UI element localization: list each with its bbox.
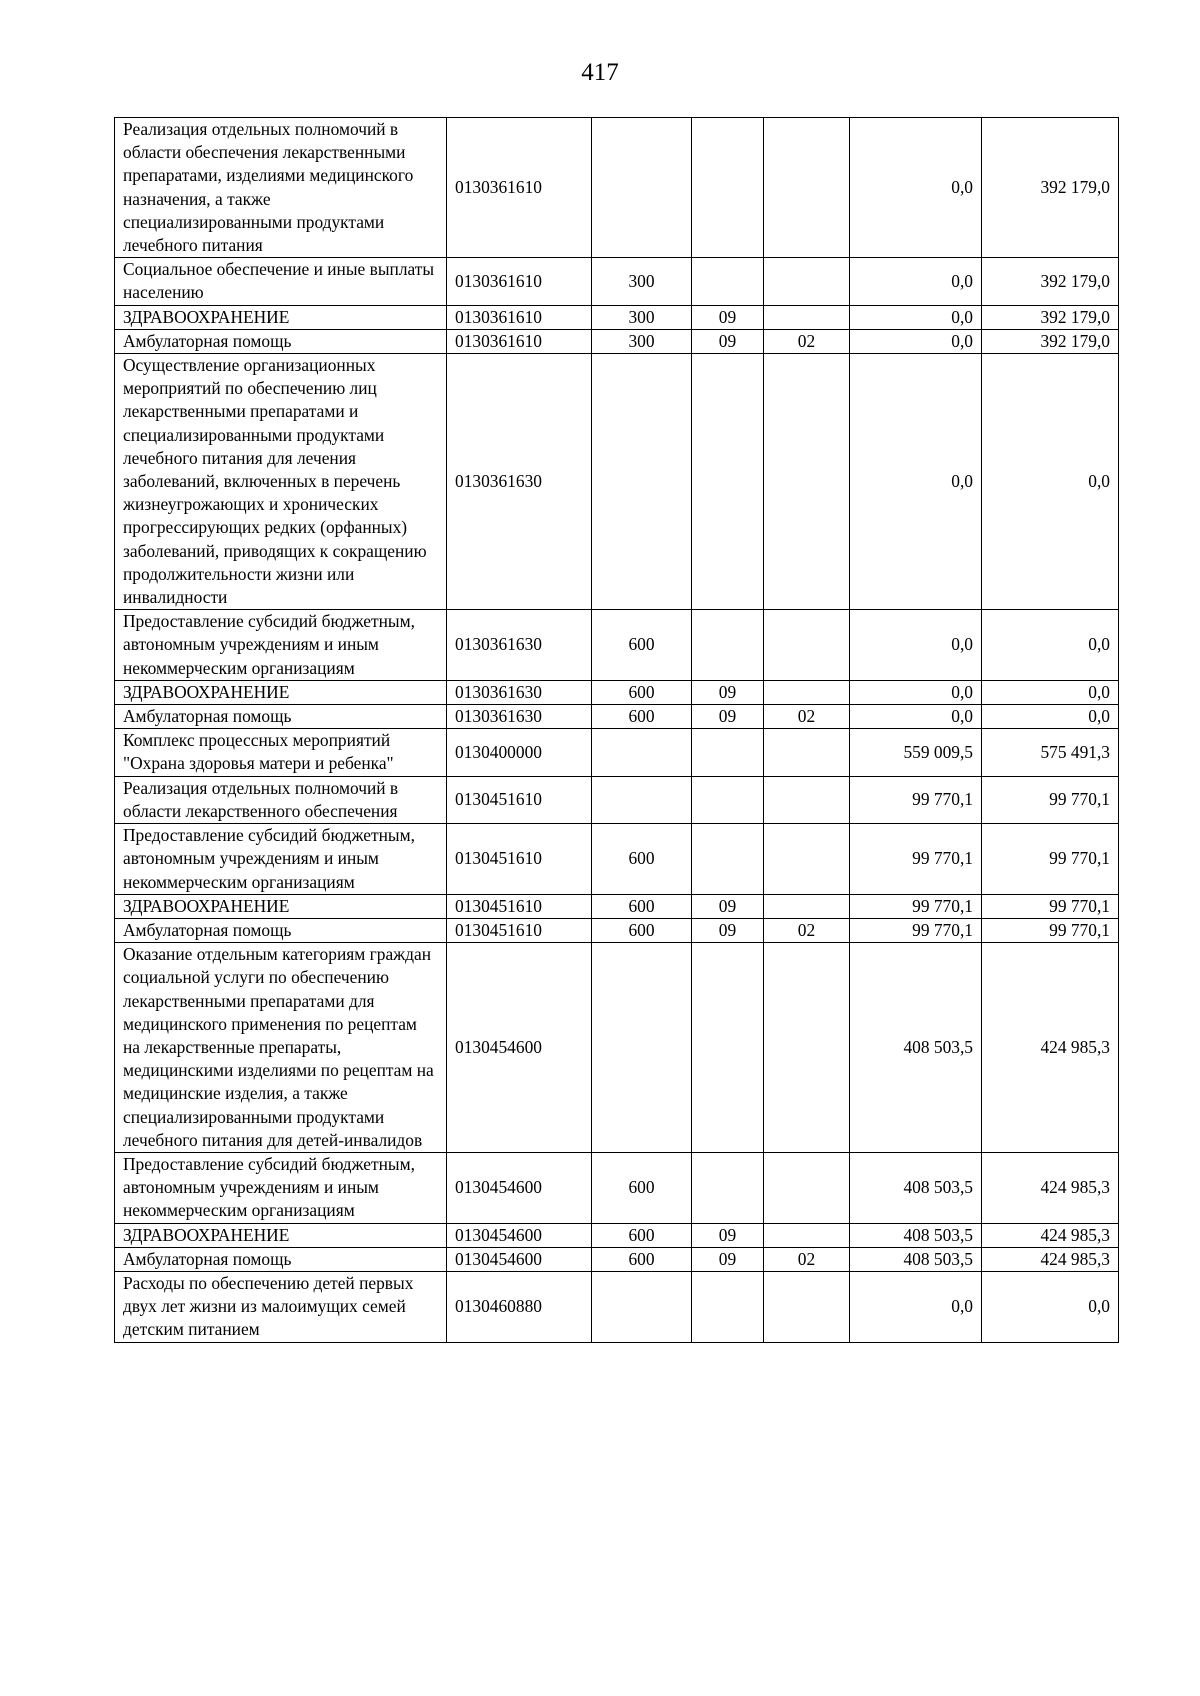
subsection-code (764, 1223, 850, 1247)
amount-year-1: 0,0 (850, 610, 982, 681)
expense-type-code: 600 (592, 894, 692, 918)
amount-year-1: 408 503,5 (850, 1223, 982, 1247)
item-name: Предоставление субсидий бюджетным, автономным учреждениям и иным некоммерческим организациям (115, 824, 447, 895)
item-name: Оказание отдельным категориям граждан социальной услуги по обеспечению лекарственными препаратами для медицинского применения по рецептам на лекарственные препараты, медицинскими изделиями по рецептам на медицинские изделия, а также специализированными продуктами лечебного питания для детей-инвалидов (115, 943, 447, 1153)
target-article-code: 0130451610 (447, 824, 592, 895)
expense-type-code: 600 (592, 680, 692, 704)
item-name: Предоставление субсидий бюджетным, автономным учреждениям и иным некоммерческим организациям (115, 610, 447, 681)
target-article-code: 0130361630 (447, 705, 592, 729)
amount-year-2: 424 985,3 (982, 1223, 1119, 1247)
item-name: Амбулаторная помощь (115, 1247, 447, 1271)
table-row (115, 776, 1119, 823)
table-row (115, 824, 1119, 895)
section-code (692, 776, 764, 823)
item-name: Реализация отдельных полномочий в области обеспечения лекарственными препаратами, изделиями медицинского назначения, а также специализированными продуктами лечебного питания (115, 118, 447, 258)
section-code (692, 118, 764, 258)
amount-year-1: 408 503,5 (850, 1152, 982, 1223)
section-code: 09 (692, 680, 764, 704)
target-article-code: 0130361610 (447, 305, 592, 329)
section-code: 09 (692, 329, 764, 353)
target-article-code: 0130400000 (447, 729, 592, 776)
budget-table (114, 117, 1119, 1343)
expense-type-code (592, 1271, 692, 1342)
section-code (692, 729, 764, 776)
table-row (115, 305, 1119, 329)
table-row (115, 354, 1119, 610)
subsection-code (764, 680, 850, 704)
subsection-code (764, 943, 850, 1153)
amount-year-2: 392 179,0 (982, 305, 1119, 329)
subsection-code (764, 610, 850, 681)
table-row (115, 258, 1119, 305)
expense-type-code: 600 (592, 610, 692, 681)
expense-type-code (592, 943, 692, 1153)
item-name: Расходы по обеспечению детей первых двух лет жизни из малоимущих семей детским питанием (115, 1271, 447, 1342)
amount-year-2: 99 770,1 (982, 918, 1119, 942)
section-code: 09 (692, 1247, 764, 1271)
subsection-code: 02 (764, 705, 850, 729)
amount-year-2: 0,0 (982, 610, 1119, 681)
subsection-code (764, 824, 850, 895)
amount-year-1: 99 770,1 (850, 824, 982, 895)
target-article-code: 0130361630 (447, 354, 592, 610)
table-row (115, 1247, 1119, 1271)
amount-year-1: 0,0 (850, 258, 982, 305)
subsection-code (764, 258, 850, 305)
section-code: 09 (692, 1223, 764, 1247)
section-code (692, 824, 764, 895)
target-article-code: 0130361630 (447, 610, 592, 681)
section-code: 09 (692, 305, 764, 329)
table-row (115, 705, 1119, 729)
item-name: ЗДРАВООХРАНЕНИЕ (115, 894, 447, 918)
amount-year-1: 0,0 (850, 680, 982, 704)
amount-year-2: 99 770,1 (982, 824, 1119, 895)
target-article-code: 0130361610 (447, 258, 592, 305)
expense-type-code (592, 354, 692, 610)
amount-year-1: 0,0 (850, 329, 982, 353)
item-name: Амбулаторная помощь (115, 329, 447, 353)
subsection-code (764, 1152, 850, 1223)
amount-year-1: 408 503,5 (850, 943, 982, 1153)
budget-table-body (115, 118, 1119, 1343)
table-row (115, 118, 1119, 258)
amount-year-2: 392 179,0 (982, 118, 1119, 258)
item-name: Амбулаторная помощь (115, 918, 447, 942)
item-name: Комплекс процессных мероприятий "Охрана здоровья матери и ребенка" (115, 729, 447, 776)
amount-year-2: 0,0 (982, 705, 1119, 729)
amount-year-2: 424 985,3 (982, 943, 1119, 1153)
section-code: 09 (692, 705, 764, 729)
expense-type-code: 300 (592, 305, 692, 329)
subsection-code: 02 (764, 329, 850, 353)
item-name: ЗДРАВООХРАНЕНИЕ (115, 1223, 447, 1247)
subsection-code: 02 (764, 918, 850, 942)
amount-year-2: 99 770,1 (982, 894, 1119, 918)
target-article-code: 0130451610 (447, 776, 592, 823)
target-article-code: 0130451610 (447, 894, 592, 918)
section-code (692, 1152, 764, 1223)
item-name: ЗДРАВООХРАНЕНИЕ (115, 305, 447, 329)
subsection-code (764, 305, 850, 329)
item-name: ЗДРАВООХРАНЕНИЕ (115, 680, 447, 704)
expense-type-code: 300 (592, 329, 692, 353)
target-article-code: 0130454600 (447, 1247, 592, 1271)
expense-type-code: 600 (592, 824, 692, 895)
expense-type-code: 600 (592, 1247, 692, 1271)
target-article-code: 0130454600 (447, 1223, 592, 1247)
amount-year-1: 99 770,1 (850, 776, 982, 823)
amount-year-2: 392 179,0 (982, 258, 1119, 305)
amount-year-1: 99 770,1 (850, 894, 982, 918)
section-code (692, 354, 764, 610)
expense-type-code: 600 (592, 705, 692, 729)
amount-year-2: 575 491,3 (982, 729, 1119, 776)
amount-year-2: 0,0 (982, 1271, 1119, 1342)
amount-year-1: 99 770,1 (850, 918, 982, 942)
table-row (115, 729, 1119, 776)
amount-year-2: 0,0 (982, 354, 1119, 610)
amount-year-2: 0,0 (982, 680, 1119, 704)
item-name: Социальное обеспечение и иные выплаты населению (115, 258, 447, 305)
item-name: Амбулаторная помощь (115, 705, 447, 729)
subsection-code (764, 776, 850, 823)
section-code (692, 1271, 764, 1342)
amount-year-2: 392 179,0 (982, 329, 1119, 353)
amount-year-2: 424 985,3 (982, 1152, 1119, 1223)
expense-type-code (592, 729, 692, 776)
expense-type-code (592, 118, 692, 258)
section-code: 09 (692, 918, 764, 942)
page-number: 417 (581, 59, 619, 86)
target-article-code: 0130361610 (447, 118, 592, 258)
subsection-code (764, 118, 850, 258)
section-code: 09 (692, 894, 764, 918)
subsection-code (764, 1271, 850, 1342)
table-row (115, 1152, 1119, 1223)
subsection-code: 02 (764, 1247, 850, 1271)
expense-type-code: 300 (592, 258, 692, 305)
amount-year-1: 0,0 (850, 1271, 982, 1342)
target-article-code: 0130361630 (447, 680, 592, 704)
table-row (115, 894, 1119, 918)
item-name: Реализация отдельных полномочий в области лекарственного обеспечения (115, 776, 447, 823)
table-row (115, 943, 1119, 1153)
table-row (115, 1271, 1119, 1342)
expense-type-code: 600 (592, 1152, 692, 1223)
amount-year-1: 559 009,5 (850, 729, 982, 776)
table-row (115, 329, 1119, 353)
amount-year-2: 99 770,1 (982, 776, 1119, 823)
subsection-code (764, 894, 850, 918)
table-row (115, 610, 1119, 681)
table-row (115, 918, 1119, 942)
amount-year-1: 0,0 (850, 354, 982, 610)
section-code (692, 943, 764, 1153)
target-article-code: 0130451610 (447, 918, 592, 942)
amount-year-2: 424 985,3 (982, 1247, 1119, 1271)
subsection-code (764, 729, 850, 776)
expense-type-code: 600 (592, 1223, 692, 1247)
item-name: Предоставление субсидий бюджетным, автономным учреждениям и иным некоммерческим организациям (115, 1152, 447, 1223)
expense-type-code (592, 776, 692, 823)
amount-year-1: 408 503,5 (850, 1247, 982, 1271)
target-article-code: 0130361610 (447, 329, 592, 353)
table-row (115, 1223, 1119, 1247)
section-code (692, 258, 764, 305)
amount-year-1: 0,0 (850, 118, 982, 258)
target-article-code: 0130454600 (447, 1152, 592, 1223)
target-article-code: 0130454600 (447, 943, 592, 1153)
section-code (692, 610, 764, 681)
amount-year-1: 0,0 (850, 305, 982, 329)
table-row (115, 680, 1119, 704)
item-name: Осуществление организационных мероприятий по обеспечению лиц лекарственными препаратами и специализированными продуктами лечебного питания для лечения заболеваний, включенных в перечень жизнеугрожающих и хронических прогрессирующих редких (орфанных) заболеваний, приводящих к сокращению продолжительности жизни или инвалидности (115, 354, 447, 610)
target-article-code: 0130460880 (447, 1271, 592, 1342)
expense-type-code: 600 (592, 918, 692, 942)
subsection-code (764, 354, 850, 610)
amount-year-1: 0,0 (850, 705, 982, 729)
